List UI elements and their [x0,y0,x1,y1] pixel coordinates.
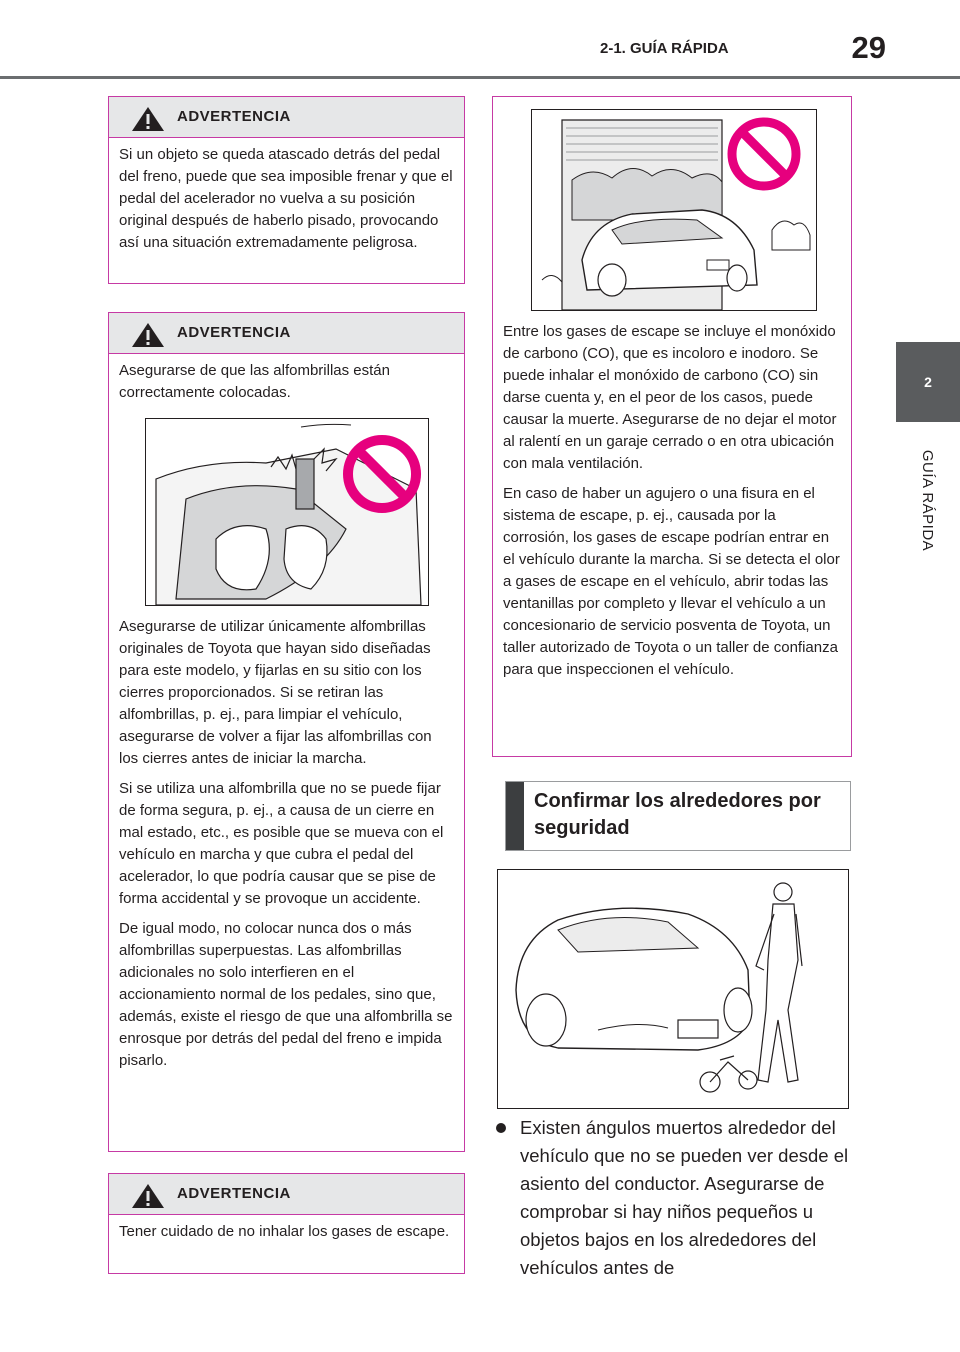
warning-header [109,313,464,354]
warning-triangle-icon [131,1183,165,1209]
warning-header [109,1174,464,1215]
section-title: Confirmar los alrededores por seguridad [534,790,821,839]
warning-header [109,97,464,138]
warning-intro: Asegurarse de que las alfombrillas están correctamente colocadas. [119,362,390,401]
warning-paragraph: En caso de haber un agujero o una fisura en el sistema de escape, p. ej., causada por la corrosión, los gases de escape podrían entrar en el vehículo durante la marcha. Si se detecta el olor a gases de escape en el vehículo, abrir todas las ventanillas por completo y llevar el vehículo a un concesionario de servicio posventa de Toyota, un taller autorizado de Toyota o un taller de confianza para que inspeccionen el vehículo. [503,485,840,678]
floor-mat-drawing [146,419,428,605]
bullet-item [496,1114,852,1282]
chapter-tab: 2 [896,342,960,422]
garage-drawing [532,110,816,310]
warning-box-exhaust-continued [492,96,852,757]
car-surroundings-illustration [497,869,849,1109]
warning-title: ADVERTENCIA [177,324,291,341]
page-number: 29 [851,30,886,65]
warning-paragraph: Entre los gases de escape se incluye el monóxido de carbono (CO), que es incoloro e inodoro. Se puede inhalar el monóxido de carbono (CO) sin darse cuenta y, en el peor de los casos, puede causar la muerte. Asegurarse de no dejar el motor al ralentí en un garaje cerrado o en otra ubicación con mala ventilación. [503,323,837,472]
header-rule [0,76,960,79]
chapter-label [896,430,960,570]
section-heading [505,781,851,851]
warning-title: ADVERTENCIA [177,108,291,125]
warning-paragraph: De igual modo, no colocar nunca dos o más alfombrillas superpuestas. Las alfombrillas adicionales no solo interfieren en el accionamiento normal de los pedales, sino que, además, existe el riesgo de que una alfombrilla se enrosque por detrás del pedal del freno e impida pisarlo. [119,920,453,1069]
running-header: 2-1. GUÍA RÁPIDA [600,40,729,57]
warning-paragraph: Tener cuidado de no inhalar los gases de escape. [119,1223,450,1240]
bullet-dot [496,1123,506,1133]
section-heading-bar [506,782,524,850]
car-surroundings-drawing [498,870,848,1108]
warning-box-floor-mats [108,312,465,1152]
warning-box-exhaust [108,1173,465,1274]
bullet-text: Existen ángulos muertos alrededor del vehículo que no se pueden ver desde el asiento del conductor. Asegurarse de comprobar si hay niños pequeños u objetos bajos en los alrededores del vehículos antes de [520,1117,849,1278]
warning-triangle-icon [131,106,165,132]
warning-title: ADVERTENCIA [177,1185,291,1202]
chapter-label-text: GUÍA RÁPIDA [919,449,937,551]
warning-paragraph: Si un objeto se queda atascado detrás del pedal del freno, puede que sea imposible frenar y que el pedal del acelerador no vuelva a su posición original después de haberlo pisado, provocando así una situación extremadamente peligrosa. [119,146,453,251]
garage-illustration [531,109,817,311]
warning-paragraph: Asegurarse de utilizar únicamente alfombrillas originales de Toyota que hayan sido diseñadas para este modelo, y fijarlas en su sitio con los cierres proporcionados. Si se retiran las alfombrillas, p. ej., para limpiar el vehículo, asegurarse de volver a fijar las alfombrillas con los cierres antes de iniciar la marcha. [119,618,432,767]
floor-mat-illustration [145,418,429,606]
warning-paragraph: Si se utiliza una alfombrilla que no se puede fijar de forma segura, p. ej., a causa de un cierre en mal estado, etc., es posible que se mueva con el vehículo en marcha y que cubra el pedal del acelerador, lo que podría causar que se pise de forma accidental y se provoque un accidente. [119,780,444,907]
warning-triangle-icon [131,322,165,348]
warning-box-brake-pedal [108,96,465,284]
